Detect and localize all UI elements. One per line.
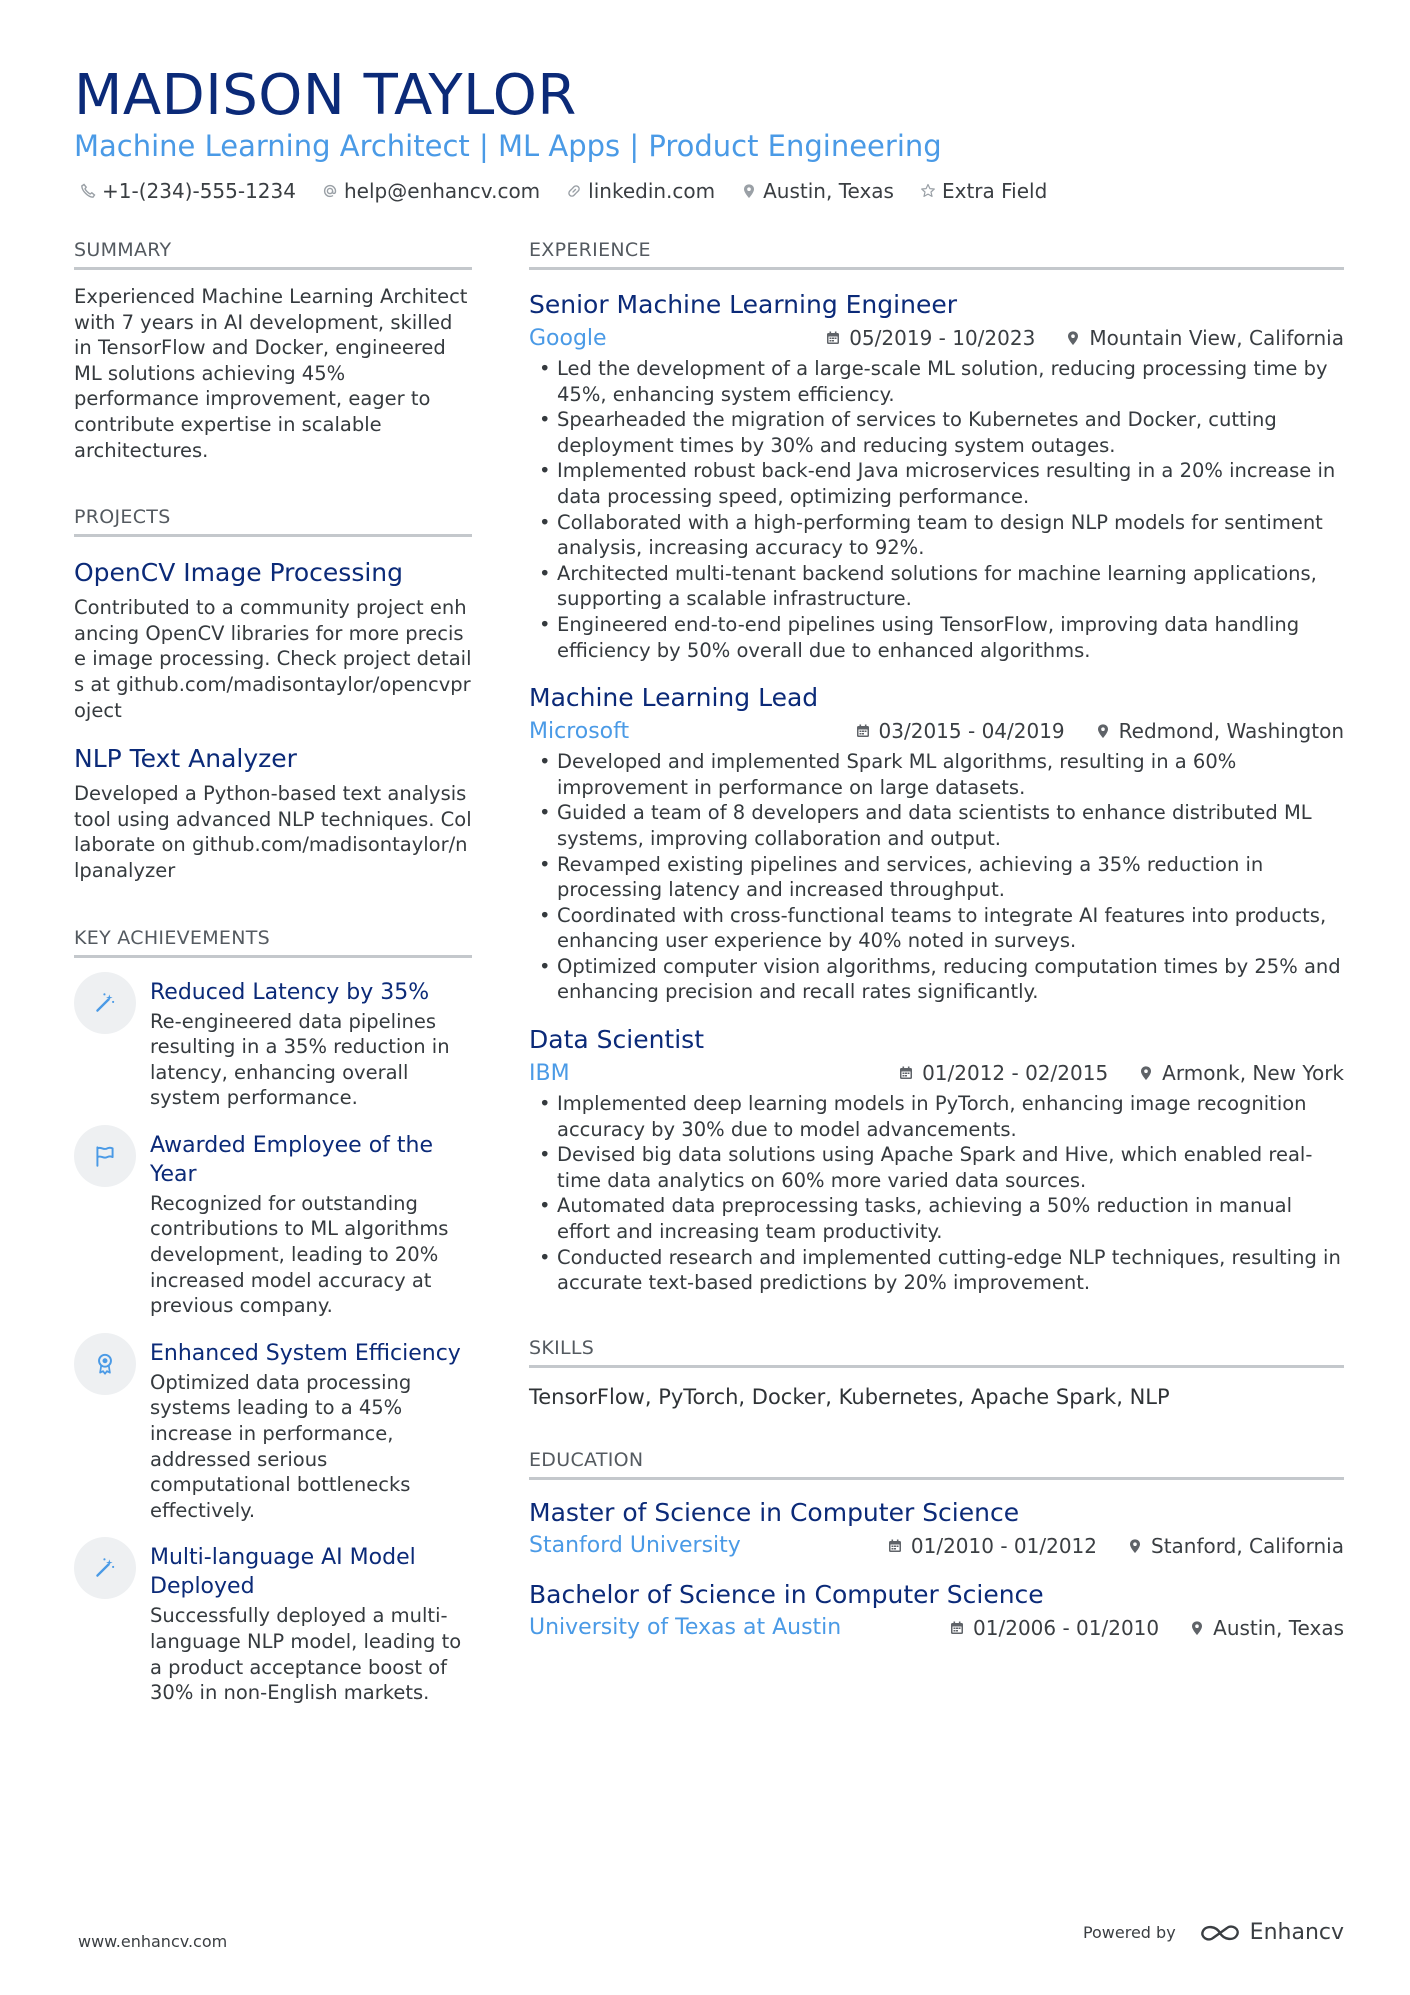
contact-email-text: help@enhancv.com: [343, 179, 541, 203]
job-bullet: • Developed and implemented Spark ML algorithms, resulting in a 60% improvement in performance on large datasets.: [529, 749, 1344, 800]
job-bullet: • Led the development of a large-scale ML solution, reducing processing time by 45%, enhancing system efficiency.: [529, 356, 1344, 407]
education-entry: [529, 1578, 1344, 1644]
experience-section: [529, 236, 1344, 1296]
calendar-icon: [887, 1538, 903, 1554]
job-location: Redmond, Washington: [1118, 719, 1344, 744]
job-bullets: [529, 749, 1344, 1005]
star-icon: [920, 183, 936, 199]
contact-phone[interactable]: [80, 174, 296, 208]
brand-logo[interactable]: [1198, 1920, 1344, 1945]
location-pin-icon: [1095, 723, 1111, 739]
summary-heading: SUMMARY: [74, 236, 472, 270]
education-heading: EDUCATION: [529, 1446, 1344, 1480]
achievement-description: Recognized for outstanding contributions to ML algorithms development, leading to 20% increased model accuracy at previous company.: [150, 1191, 449, 1318]
footer-website[interactable]: www.enhancv.com: [78, 1932, 228, 1951]
education-location: Stanford, California: [1151, 1533, 1344, 1558]
location-pin-icon: [1065, 330, 1081, 346]
achievement-description: Optimized data processing systems leading to a 45% increase in performance, addressed serious computational bottlenecks effectively.: [150, 1370, 412, 1522]
contact-phone-text: +1-(234)-555-1234: [102, 179, 296, 203]
project-title: OpenCV Image Processing: [74, 558, 404, 588]
job-bullet: • Implemented deep learning models in PyTorch, enhancing image recognition accuracy by 30% due to model advancements.: [529, 1091, 1344, 1142]
calendar-icon: [855, 723, 871, 739]
summary-section: [74, 236, 472, 463]
education-dates: 01/2006 - 01/2010: [973, 1615, 1160, 1640]
contact-extra: [920, 174, 1047, 208]
project-item: [74, 557, 472, 723]
location-pin-icon: [741, 183, 757, 199]
job-entry: [529, 1023, 1344, 1296]
calendar-icon: [898, 1065, 914, 1081]
contact-linkedin[interactable]: [566, 174, 715, 208]
project-item: [74, 743, 472, 883]
experience-heading: EXPERIENCE: [529, 236, 1344, 270]
job-bullet: • Architected multi-tenant backend solutions for machine learning applications, supporting a scalable infrastructure.: [529, 561, 1344, 612]
job-location: Mountain View, California: [1089, 326, 1344, 350]
achievement-title: Enhanced System Efficiency: [150, 1340, 461, 1366]
achievement-item: [74, 978, 472, 1111]
at-icon: [322, 183, 338, 199]
job-dates: 03/2015 - 04/2019: [878, 719, 1065, 744]
degree-title: Master of Science in Computer Science: [529, 1497, 1020, 1527]
projects-heading: PROJECTS: [74, 503, 472, 537]
job-bullet: • Conducted research and implemented cutting-edge NLP techniques, resulting in accurate text-based predictions by 20% improvement.: [529, 1245, 1344, 1296]
education-section: [529, 1446, 1344, 1644]
job-bullets: [529, 1091, 1344, 1296]
achievement-item: [74, 1543, 472, 1705]
project-description: Developed a Python-based text analysis tool using advanced NLP techniques. Collaborate on github.com/madisontaylor/nlpanalyzer: [74, 782, 472, 882]
achievement-title: Reduced Latency by 35%: [150, 979, 430, 1005]
school-name: University of Texas at Austin: [529, 1615, 842, 1641]
contact-linkedin-text: linkedin.com: [588, 179, 716, 203]
education-entry: [529, 1496, 1344, 1562]
contact-location-text: Austin, Texas: [763, 179, 894, 203]
candidate-name: MADISON TAYLOR: [74, 63, 577, 128]
education-location: Austin, Texas: [1213, 1615, 1344, 1640]
job-bullet: • Coordinated with cross-functional teams to integrate AI features into products, enhancing user experience by 40% noted in surveys.: [529, 903, 1344, 954]
achievement-item: [74, 1339, 472, 1524]
job-dates: 05/2019 - 10/2023: [849, 326, 1036, 350]
job-bullet: • Collaborated with a high-performing team to design NLP models for sentiment analysis, increasing accuracy to 92%.: [529, 510, 1344, 561]
location-pin-icon: [1138, 1065, 1154, 1081]
company-name: Google: [529, 325, 607, 351]
education-dates: 01/2010 - 01/2012: [910, 1533, 1097, 1558]
job-dates: 01/2012 - 02/2015: [922, 1061, 1109, 1086]
achievement-item: [74, 1131, 472, 1319]
resume-page: [74, 0, 1344, 1995]
projects-section: [74, 503, 472, 883]
job-bullet: • Optimized computer vision algorithms, reducing computation times by 25% and enhancing precision and recall rates significantly.: [529, 954, 1344, 1005]
job-bullet: • Automated data preprocessing tasks, achieving a 50% reduction in manual effort and increasing team productivity.: [529, 1193, 1344, 1244]
project-title: NLP Text Analyzer: [74, 744, 297, 774]
job-location: Armonk, New York: [1162, 1061, 1344, 1086]
calendar-icon: [949, 1620, 965, 1636]
company-name: Microsoft: [529, 718, 630, 744]
skills-section: [529, 1334, 1344, 1412]
project-description: Contributed to a community project enhancing OpenCV libraries for more precise image processing. Check project details at github.com/madisontaylor/opencvproject: [74, 596, 472, 722]
footer-branding: [1083, 1920, 1344, 1945]
headline: Machine Learning Architect | ML Apps | Product Engineering: [74, 129, 942, 163]
phone-icon: [80, 183, 96, 199]
job-bullets: [529, 356, 1344, 663]
award-ribbon-icon: [74, 1333, 136, 1395]
achievement-description: Re-engineered data pipelines resulting in a 35% reduction in latency, enhancing overall system performance.: [150, 1009, 450, 1110]
magic-wand-icon: [74, 972, 136, 1034]
job-title: Machine Learning Lead: [529, 683, 819, 713]
contact-extra-text: Extra Field: [941, 179, 1048, 203]
skills-heading: SKILLS: [529, 1334, 1344, 1368]
job-entry: [529, 288, 1344, 663]
contact-email[interactable]: [322, 174, 540, 208]
brand-name: Enhancv: [1249, 1920, 1344, 1945]
achievement-description: Successfully deployed a multi-language NLP model, leading to a product acceptance boost of 30% in non-English markets.: [150, 1604, 462, 1705]
job-bullet: • Spearheaded the migration of services to Kubernetes and Docker, cutting deployment times by 30% and reducing system outages.: [529, 407, 1344, 458]
job-title: Senior Machine Learning Engineer: [529, 290, 957, 319]
job-entry: [529, 681, 1344, 1005]
skills-list: TensorFlow, PyTorch, Docker, Kubernetes, Apache Spark, NLP: [529, 1384, 1170, 1409]
powered-by-label: Powered by: [1082, 1923, 1176, 1942]
degree-title: Bachelor of Science in Computer Science: [529, 1579, 1044, 1609]
location-pin-icon: [1189, 1620, 1205, 1636]
right-column: [529, 236, 1344, 1644]
contact-bar: [80, 174, 1047, 208]
calendar-icon: [825, 330, 841, 346]
achievement-title: Awarded Employee of the Year: [150, 1132, 434, 1187]
summary-text: Experienced Machine Learning Architect with 7 years in AI development, skilled in TensorFlow and Docker, engineered ML solutions achieving 45% performance improvement, eager to contribute expertise in scalable architectures.: [74, 285, 468, 462]
company-name: IBM: [529, 1060, 570, 1086]
job-bullet: • Revamped existing pipelines and services, achieving a 35% reduction in processing latency and increased throughput.: [529, 852, 1344, 903]
achievements-section: [74, 924, 472, 1706]
contact-location: [741, 174, 894, 208]
achievement-title: Multi-language AI Model Deployed: [150, 1545, 416, 1600]
job-bullet: • Guided a team of 8 developers and data scientists to enhance distributed ML systems, improving collaboration and output.: [529, 800, 1344, 851]
flag-icon: [74, 1125, 136, 1187]
job-title: Data Scientist: [529, 1025, 704, 1055]
job-bullet: • Devised big data solutions using Apache Spark and Hive, which enabled real-time data analytics on 60% more varied data sources.: [529, 1142, 1344, 1193]
infinity-logo-icon: [1198, 1921, 1242, 1945]
link-icon: [566, 183, 582, 199]
left-column: [74, 236, 472, 1706]
job-bullet: • Implemented robust back-end Java microservices resulting in a 20% increase in data processing speed, optimizing performance.: [529, 458, 1344, 509]
school-name: Stanford University: [529, 1533, 741, 1559]
magic-wand-icon: [74, 1537, 136, 1599]
location-pin-icon: [1127, 1538, 1143, 1554]
achievements-heading: KEY ACHIEVEMENTS: [74, 924, 472, 958]
job-bullet: • Engineered end-to-end pipelines using TensorFlow, improving data handling efficiency by 50% overall due to enhanced algorithms.: [529, 612, 1344, 663]
